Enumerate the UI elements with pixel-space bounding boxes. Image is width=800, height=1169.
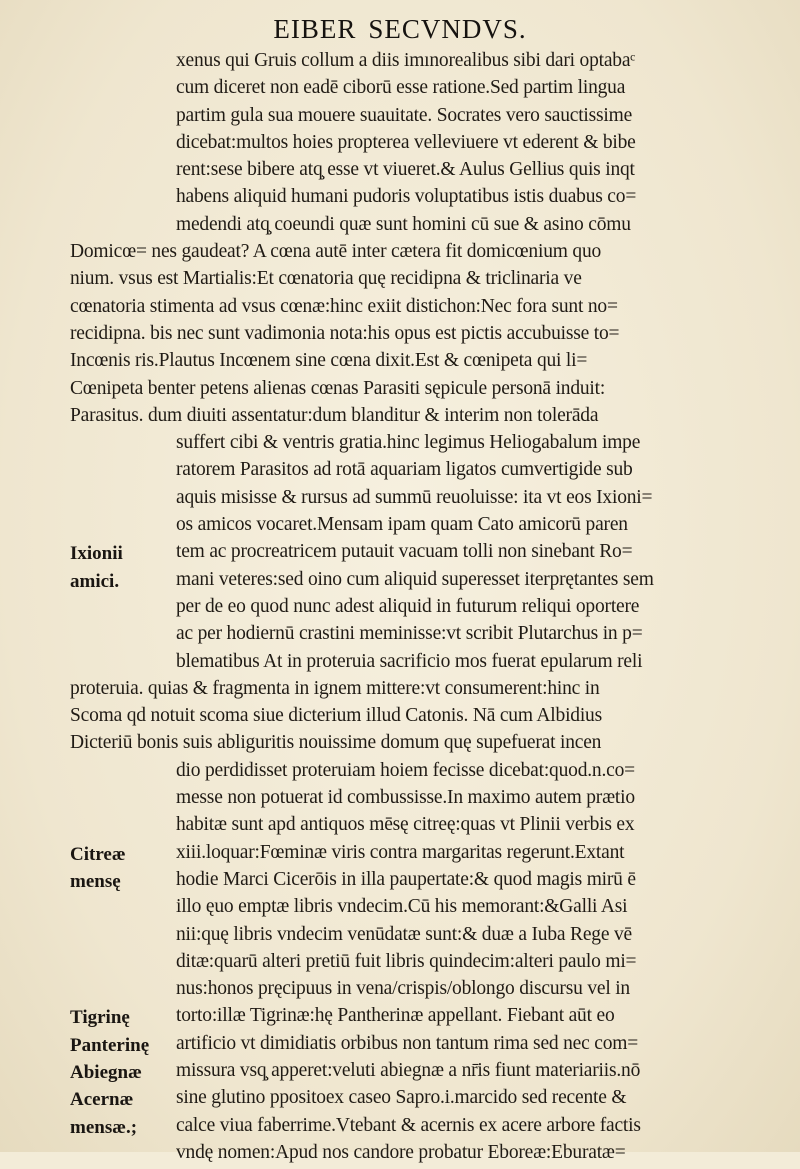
text-line xyxy=(0,869,800,896)
text-line xyxy=(0,514,800,541)
line-text: recidipna. bis nec sunt vadimonia nota:his opus est pictis accubuisse to= xyxy=(70,322,620,344)
text-line xyxy=(0,732,800,759)
text-line xyxy=(0,569,800,596)
line-text: ac per hodiernū crastini meminisse:vt scribit Plutarchus in p= xyxy=(176,623,643,645)
margin-note: mensæ.; xyxy=(70,1116,138,1138)
line-text: Dicteriū bonis suis abliguritis nouissime domum quę supefuerat incen xyxy=(70,732,602,754)
line-text: nii:quę libris vndecim venūdatæ sunt:& duæ a Iuba Rege vē xyxy=(176,923,632,945)
text-line xyxy=(0,760,800,787)
line-text: missura vsq̧ apperet:veluti abiegnæ a nr̄is fiunt materiariis.nō xyxy=(176,1059,641,1081)
text-line xyxy=(0,787,800,814)
margin-note: Acernæ xyxy=(70,1089,134,1111)
line-text: Incœnis ris.Plautus Incœnem sine cœna dixit.Est & cœnipeta qui li= xyxy=(70,350,588,372)
line-text: mani veteres:sed oino cum aliquid superesset iterprętantes sem xyxy=(176,568,654,590)
text-line xyxy=(0,814,800,841)
text-line xyxy=(0,77,800,104)
running-header xyxy=(0,14,800,45)
line-text: cum diceret non eadē ciborū esse ratione.Sed partim lingua xyxy=(176,77,626,99)
text-line xyxy=(0,623,800,650)
line-text: aquis misisse & rursus ad summū reuoluisse: ita vt eos Ixioni= xyxy=(176,486,653,508)
text-line xyxy=(0,459,800,486)
text-line xyxy=(0,50,800,77)
text-line xyxy=(0,214,800,241)
line-text: illo ęuo emptæ libris vndecim.Cū his memorant:&Galli Asi xyxy=(176,896,628,918)
header-word: SECVNDVS. xyxy=(368,14,527,44)
text-line xyxy=(0,596,800,623)
margin-note: Citreæ xyxy=(70,843,126,865)
margin-note: Tigrinę xyxy=(70,1007,130,1029)
margin-note: Abiegnæ xyxy=(70,1061,142,1083)
text-line xyxy=(0,1087,800,1114)
margin-note: amici. xyxy=(70,570,120,592)
line-text: artificio vt dimidiatis orbibus non tantum rima sed nec com= xyxy=(176,1032,639,1054)
text-line xyxy=(0,1060,800,1087)
text-line xyxy=(0,159,800,186)
line-text: messe non potuerat id combussisse.In maximo autem prætio xyxy=(176,787,635,809)
line-text: vndę nomen:Apud nos candore probatur Eboreæ:Eburatæ= xyxy=(176,1141,626,1163)
text-line xyxy=(0,350,800,377)
line-text: hodie Marci Cicerōis in illa paupertate:& quod magis mirū ē xyxy=(176,868,636,890)
line-text: Parasitus. dum diuiti assentatur:dum blanditur & interim non tolerāda xyxy=(70,404,599,426)
text-line xyxy=(0,105,800,132)
line-text: Scoma qd notuit scoma siue dicterium illud Catonis. Nā cum Albidius xyxy=(70,705,603,727)
text-line xyxy=(0,323,800,350)
text-line xyxy=(0,378,800,405)
text-line xyxy=(0,268,800,295)
text-line xyxy=(0,296,800,323)
line-text: proteruia. quias & fragmenta in ignem mittere:vt consumerent:hinc in xyxy=(70,677,600,699)
line-text: nium. vsus est Martialis:Et cœnatoria quę recidipna & triclinaria ve xyxy=(70,268,582,290)
line-text: xiii.loquar:Fœminæ viris contra margaritas regerunt.Extant xyxy=(176,841,625,863)
line-text: habens aliquid humani pudoris voluptatibus istis duabus co= xyxy=(176,186,637,208)
line-text: os amicos vocaret.Mensam ipam quam Cato amicorū paren xyxy=(176,514,628,536)
text-line xyxy=(0,487,800,514)
margin-note: mensę xyxy=(70,870,121,892)
text-line xyxy=(0,132,800,159)
text-line xyxy=(0,678,800,705)
text-line xyxy=(0,896,800,923)
line-text: xenus qui Gruis collum a diis imınorealibus sibi dari optabaᶜ xyxy=(176,50,636,71)
line-text: Cœnipeta benter petens alienas cœnas Parasiti sępicule personā induit: xyxy=(70,377,606,399)
line-text: habitæ sunt apd antiquos mēsę citreę:quas vt Plinii verbis ex xyxy=(176,814,635,836)
text-line xyxy=(0,432,800,459)
line-text: ratorem Parasitos ad rotā aquariam ligatos cumvertigide sub xyxy=(176,459,633,481)
line-text: medendi atq̧ coeundi quæ sunt homini cū sue & asino cōmu xyxy=(176,213,631,235)
line-text: per de eo quod nunc adest aliquid in futurum reliqui oportere xyxy=(176,595,640,617)
text-line xyxy=(0,1033,800,1060)
line-text: dicebat:multos hoies propterea velleviuere vt ederent & bibe xyxy=(176,131,636,153)
line-text: Domicœ= nes gaudeat? A cœna autē inter cætera fit domicœnium quo xyxy=(70,241,602,263)
text-line xyxy=(0,842,800,869)
text-line xyxy=(0,1115,800,1142)
text-line xyxy=(0,705,800,732)
line-text: ditæ:quarū alteri pretiū fuit libris quindecim:alteri paulo mi= xyxy=(176,950,637,972)
line-text: calce viua faberrime.Vtebant & acernis ex acere arbore factis xyxy=(176,1114,641,1136)
line-text: blematibus At in proteruia sacrificio mos fuerat epularum reli xyxy=(176,650,643,672)
line-text: rent:sese bibere atq̧ esse vt viueret.& Aulus Gellius quis inqt xyxy=(176,159,635,181)
line-text: sine glutino ppositoex caseo Sapro.i.marcido sed recente & xyxy=(176,1087,627,1109)
text-line xyxy=(0,186,800,213)
text-body xyxy=(0,50,800,1169)
line-text: nus:honos pręcipuus in vena/crispis/oblongo discursu vel in xyxy=(176,978,630,1000)
line-text: dio perdidisset proteruiam hoiem fecisse dicebat:quod.n.co= xyxy=(176,759,635,781)
header-word: EIBER xyxy=(273,14,357,44)
margin-note: Panterinę xyxy=(70,1034,150,1056)
margin-note: Ixionii xyxy=(70,543,123,565)
line-text: partim gula sua mouere suauitate. Socrates vero sauctissime xyxy=(176,104,633,126)
text-line xyxy=(0,651,800,678)
text-line xyxy=(0,241,800,268)
line-text: torto:illæ Tigrinæ:hę Pantherinæ appellant. Fiebant aūt eo xyxy=(176,1005,615,1027)
text-line xyxy=(0,924,800,951)
text-line xyxy=(0,951,800,978)
text-line xyxy=(0,1142,800,1169)
text-line xyxy=(0,541,800,568)
text-line xyxy=(0,1005,800,1032)
line-text: tem ac procreatricem putauit vacuam tolli non sinebant Ro= xyxy=(176,541,633,563)
text-line xyxy=(0,405,800,432)
line-text: suffert cibi & ventris gratia.hinc legimus Heliogabalum impe xyxy=(176,432,641,454)
text-line xyxy=(0,978,800,1005)
line-text: cœnatoria stimenta ad vsus cœnæ:hinc exiit distichon:Nec fora sunt no= xyxy=(70,295,618,317)
